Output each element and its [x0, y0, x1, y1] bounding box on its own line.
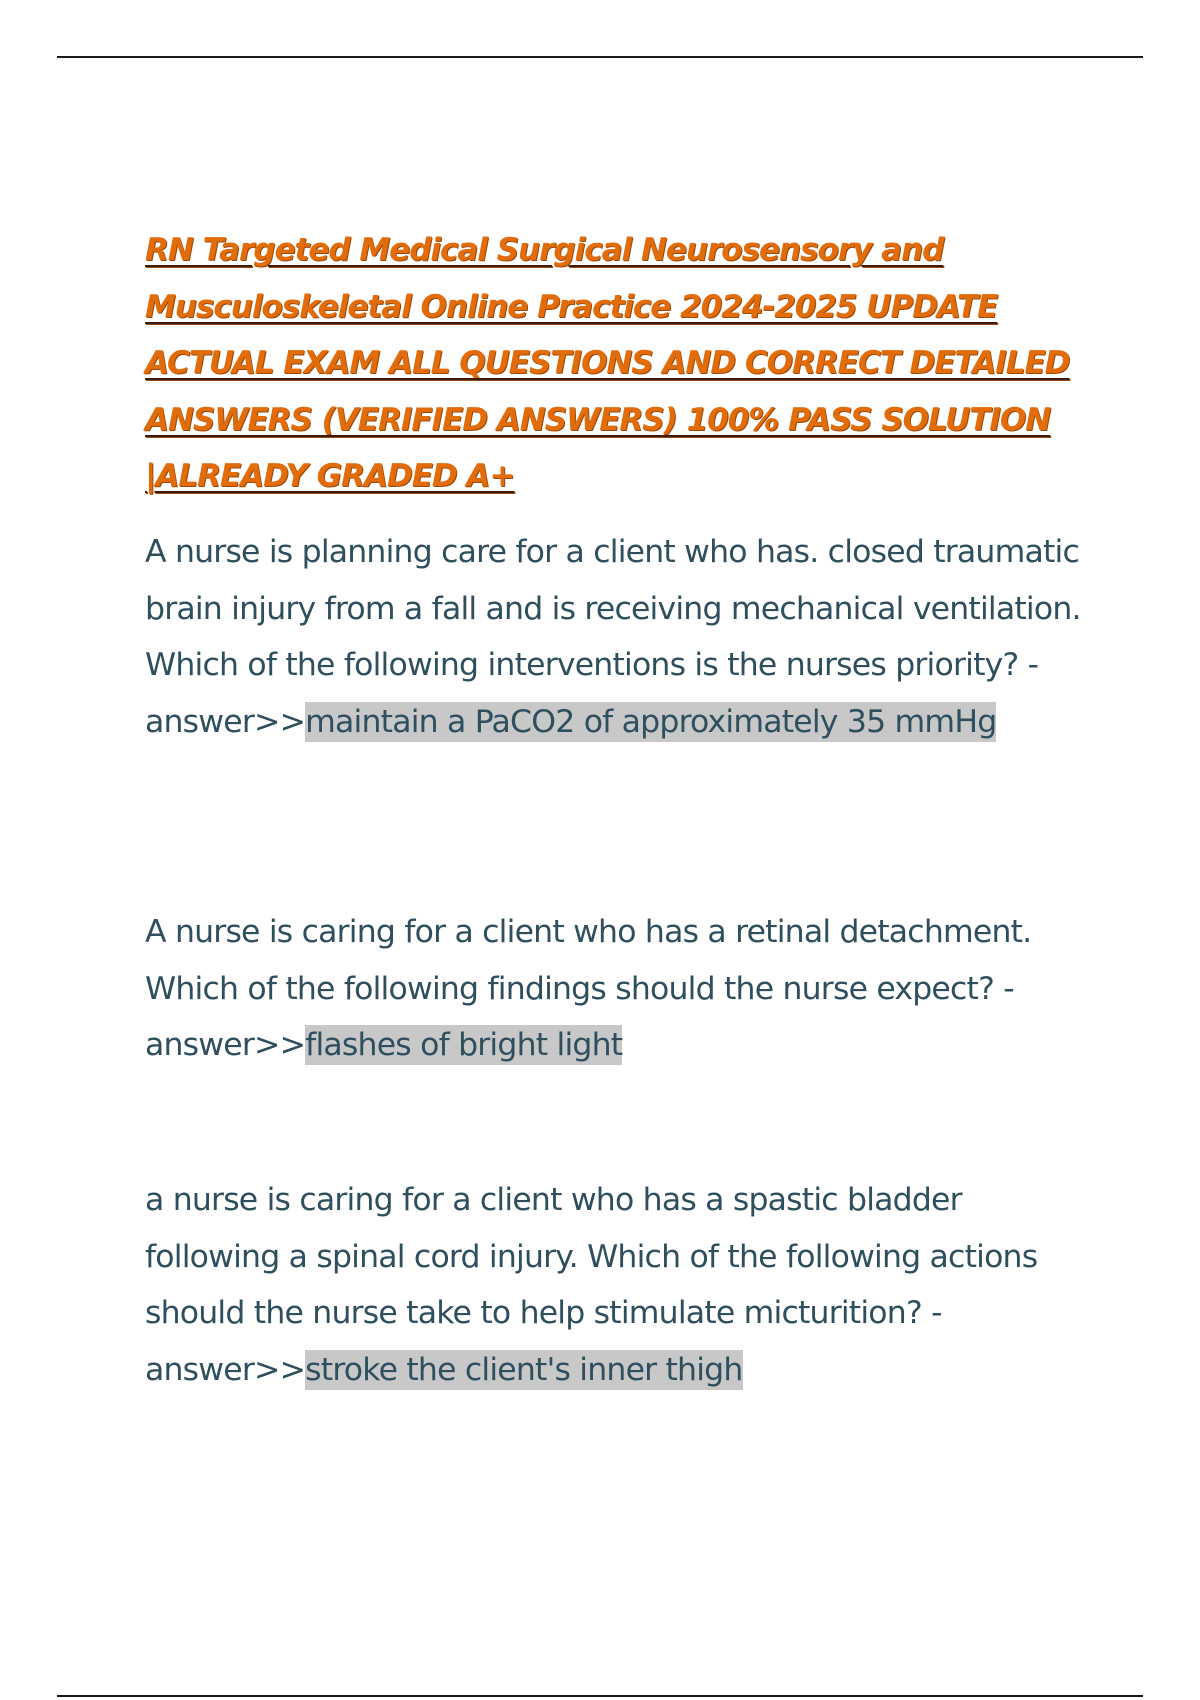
- answer-highlight: flashes of bright light: [305, 1027, 623, 1063]
- answer-highlight: maintain a PaCO2 of approximately 35 mmHg: [305, 703, 997, 740]
- question-text: a nurse is caring for a client who has a spastic bladder following a spinal cord injury. Which of the following actions should the nurse take to help stimulate micturition? - answer>>: [145, 1182, 1038, 1388]
- document-title: RN Targeted Medical Surgical Neurosensory and Musculoskeletal Online Practice 2024-2025 UPDATE ACTUAL EXAM ALL QUESTIONS AND CORRECT DETAILED ANSWERS (VERIFIED ANSWERS) 100% PASS SOLUTION |ALREADY GRADED A+: [145, 232, 1070, 494]
- footer-rule: [57, 1695, 1143, 1697]
- question-text: A nurse is planning care for a client who has. closed traumatic brain injury from a fall and is receiving mechanical ventilation. Which of the following interventions is the nurses priority? - answer>>: [145, 534, 1081, 740]
- question-text: A nurse is caring for a client who has a retinal detachment. Which of the following findings should the nurse expect? - answer>>: [145, 914, 1032, 1063]
- header-rule: [57, 56, 1143, 58]
- answer-highlight: stroke the client's inner thigh: [305, 1351, 743, 1388]
- qa-item: [145, 524, 1085, 750]
- qa-item: [145, 1172, 1085, 1398]
- qa-item: [145, 904, 1085, 1074]
